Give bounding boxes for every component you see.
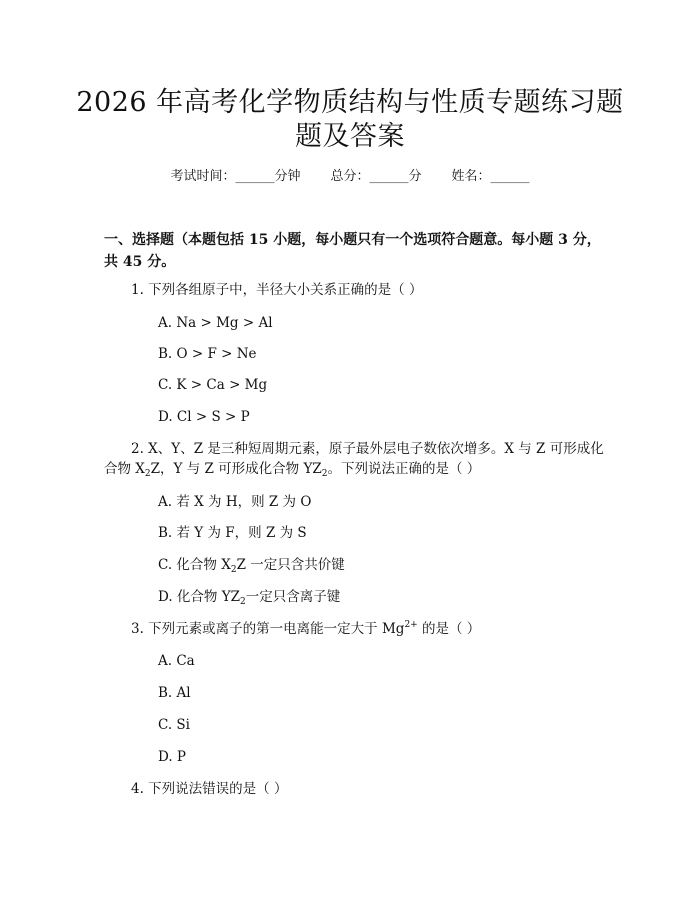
question-2-stem-line-1: 2. X、Y、Z 是三种短周期元素，原子最外层电子数依次增多。X 与 Z 可形成化 <box>131 441 604 457</box>
question-1-option-b: B. O > F > Ne <box>158 346 257 362</box>
question-2-option-b: B. 若 Y 为 F，则 Z 为 S <box>158 525 307 541</box>
question-3-option-c: C. Si <box>158 717 190 733</box>
question-3-option-a: A. Ca <box>158 653 195 669</box>
question-3-option-d: D. P <box>158 749 187 765</box>
exam-time-label: 考试时间：______分钟 <box>170 169 301 184</box>
question-3-stem: 3. 下列元素或离子的第一电离能一定大于 $Mg^{2+}$ 的是（ ） <box>131 620 481 637</box>
question-4-stem: 4. 下列说法错误的是（ ） <box>131 781 288 797</box>
question-2-option-d: D. 化合物 $YZ_2$一定只含离子键 <box>158 589 341 607</box>
title-line-2: 题及答案 <box>295 121 405 152</box>
question-1-option-c: C. K > Ca > Mg <box>158 377 268 393</box>
question-3-option-b: B. Al <box>158 685 191 701</box>
question-1-option-a: A. Na > Mg > Al <box>158 315 273 331</box>
title-line-1: 2026 年高考化学物质结构与性质专题练习题 <box>76 87 624 118</box>
question-2-stem-line-2: 合物 $X_2Z$，Y 与 Z 可形成化合物 $YZ_2$。下列说法正确的是（ ） <box>104 461 481 479</box>
question-2-option-a: A. 若 X 为 H，则 Z 为 O <box>158 494 312 510</box>
question-2-option-c: C. 化合物 $X_2Z$ 一定只含共价键 <box>158 557 345 575</box>
total-score-label: 总分：______分 <box>330 169 422 184</box>
name-label: 姓名：______ <box>451 169 530 184</box>
question-1-stem: 1. 下列各组原子中，半径大小关系正确的是（ ） <box>131 282 423 298</box>
exam-meta <box>0 168 700 186</box>
section-heading: 一、选择题（本题包括 15 小题，每小题只有一个选项符合题意。每小题 3 分，共 45 分。 <box>104 232 601 270</box>
question-1-option-d: D. Cl > S > P <box>158 409 250 425</box>
